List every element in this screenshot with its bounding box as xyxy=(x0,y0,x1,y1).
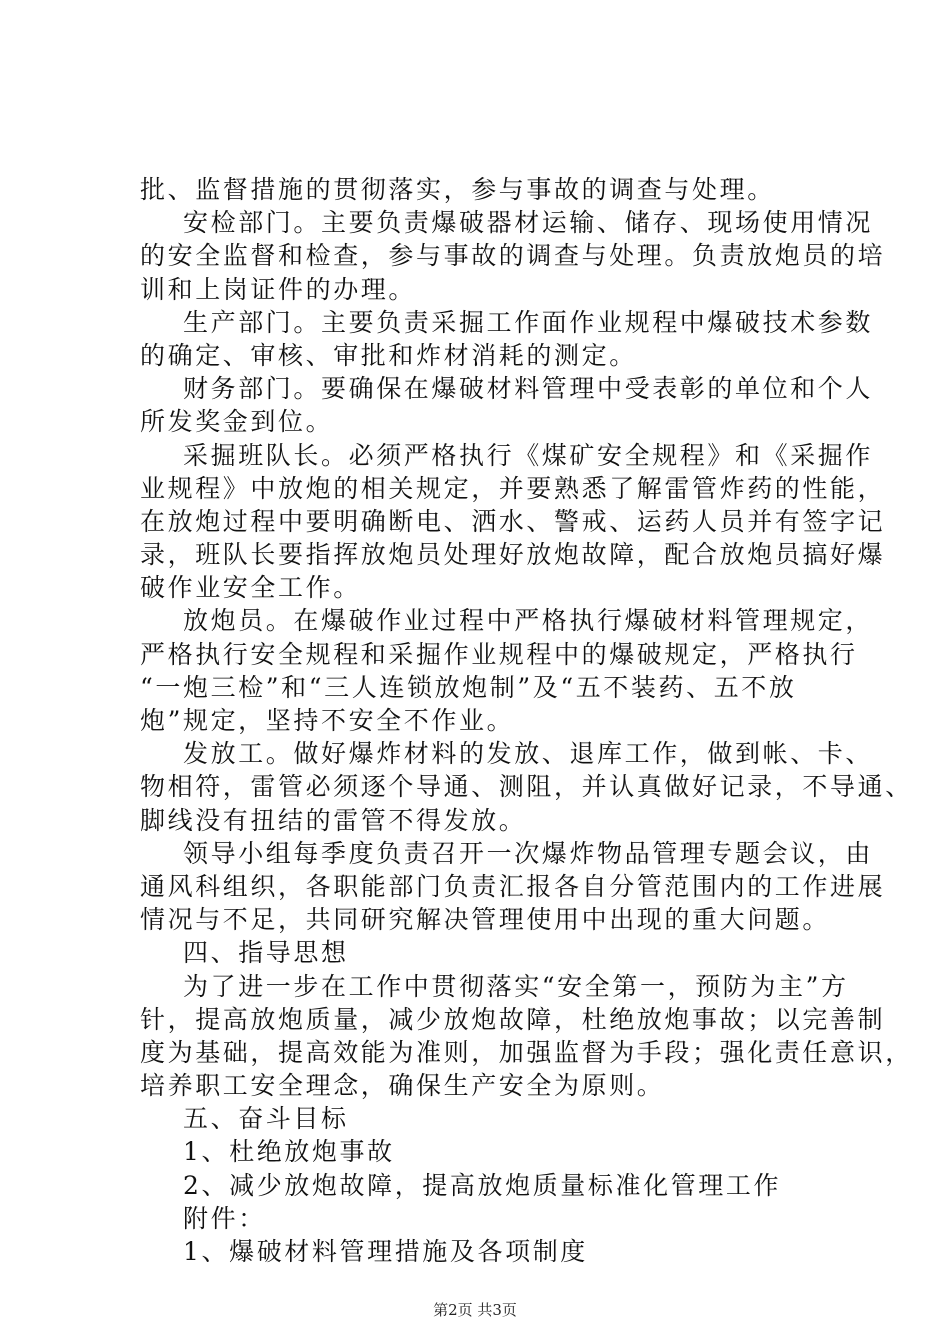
text-line: 情况与不足，共同研究解决管理使用中出现的重大问题。 xyxy=(140,905,831,935)
text-line: 发放工。做好爆炸材料的发放、退库工作，做到帐、卡、 xyxy=(183,739,874,769)
text-line: 培养职工安全理念，确保生产安全为原则。 xyxy=(140,1071,665,1101)
text-line: 炮”规定，坚持不安全不作业。 xyxy=(140,706,515,735)
text-line: 财务部门。要确保在爆破材料管理中受表彰的单位和个人 xyxy=(183,374,874,404)
text-line: 为了进一步在工作中贯彻落实“安全第一，预防为主”方 xyxy=(183,971,849,1001)
text-line: 2、减少放炮故障，提高放炮质量标准化管理工作 xyxy=(183,1170,782,1200)
text-line: 采掘班队长。必须严格执行《煤矿安全规程》和《采掘作 xyxy=(183,440,874,470)
text-line: 训和上岗证件的办理。 xyxy=(140,274,417,304)
text-line: “一炮三检”和“三人连锁放炮制”及“五不装药、五不放 xyxy=(140,672,797,702)
text-line: 生产部门。主要负责采掘工作面作业规程中爆破技术参数 xyxy=(183,307,874,337)
text-line: 业规程》中放炮的相关规定，并要熟悉了解雷管炸药的性能， xyxy=(140,473,886,503)
text-line: 附件： xyxy=(183,1203,266,1233)
page-footer: 第2页 共3页 xyxy=(433,1301,517,1319)
document-body xyxy=(140,173,913,1268)
text-line: 1、杜绝放炮事故 xyxy=(183,1137,395,1167)
text-line: 的确定、审核、审批和炸材消耗的测定。 xyxy=(140,340,637,370)
text-line: 严格执行安全规程和采掘作业规程中的爆破规定，严格执行 xyxy=(140,639,858,669)
text-line: 的安全监督和检查，参与事故的调查与处理。负责放炮员的培 xyxy=(140,241,886,271)
text-line: 放炮员。在爆破作业过程中严格执行爆破材料管理规定， xyxy=(183,606,874,636)
text-line: 通风科组织，各职能部门负责汇报各自分管范围内的工作进展 xyxy=(140,871,886,901)
text-line: 脚线没有扭结的雷管不得发放。 xyxy=(140,805,527,835)
text-line: 针，提高放炮质量，减少放炮故障，杜绝放炮事故；以完善制 xyxy=(140,1004,886,1034)
text-line: 在放炮过程中要明确断电、洒水、警戒、运药人员并有签字记 xyxy=(140,506,886,536)
text-line: 录，班队长要指挥放炮员处理好放炮故障，配合放炮员搞好爆 xyxy=(140,540,886,570)
text-line: 1、爆破材料管理措施及各项制度 xyxy=(183,1237,588,1266)
text-line: 领导小组每季度负责召开一次爆炸物品管理专题会议，由 xyxy=(183,838,874,868)
text-line: 物相符，雷管必须逐个导通、测阻，并认真做好记录，不导通、 xyxy=(140,772,913,802)
text-line: 破作业安全工作。 xyxy=(140,573,361,603)
text-line: 度为基础，提高效能为准则，加强监督为手段；强化责任意识， xyxy=(140,1037,913,1067)
text-line: 所发奖金到位。 xyxy=(140,407,334,437)
text-line: 安检部门。主要负责爆破器材运输、储存、现场使用情况 xyxy=(183,208,874,238)
text-line: 批、监督措施的贯彻落实，参与事故的调查与处理。 xyxy=(140,175,775,204)
text-line: 五、奋斗目标 xyxy=(183,1104,349,1134)
text-line: 四、指导思想 xyxy=(183,938,349,968)
